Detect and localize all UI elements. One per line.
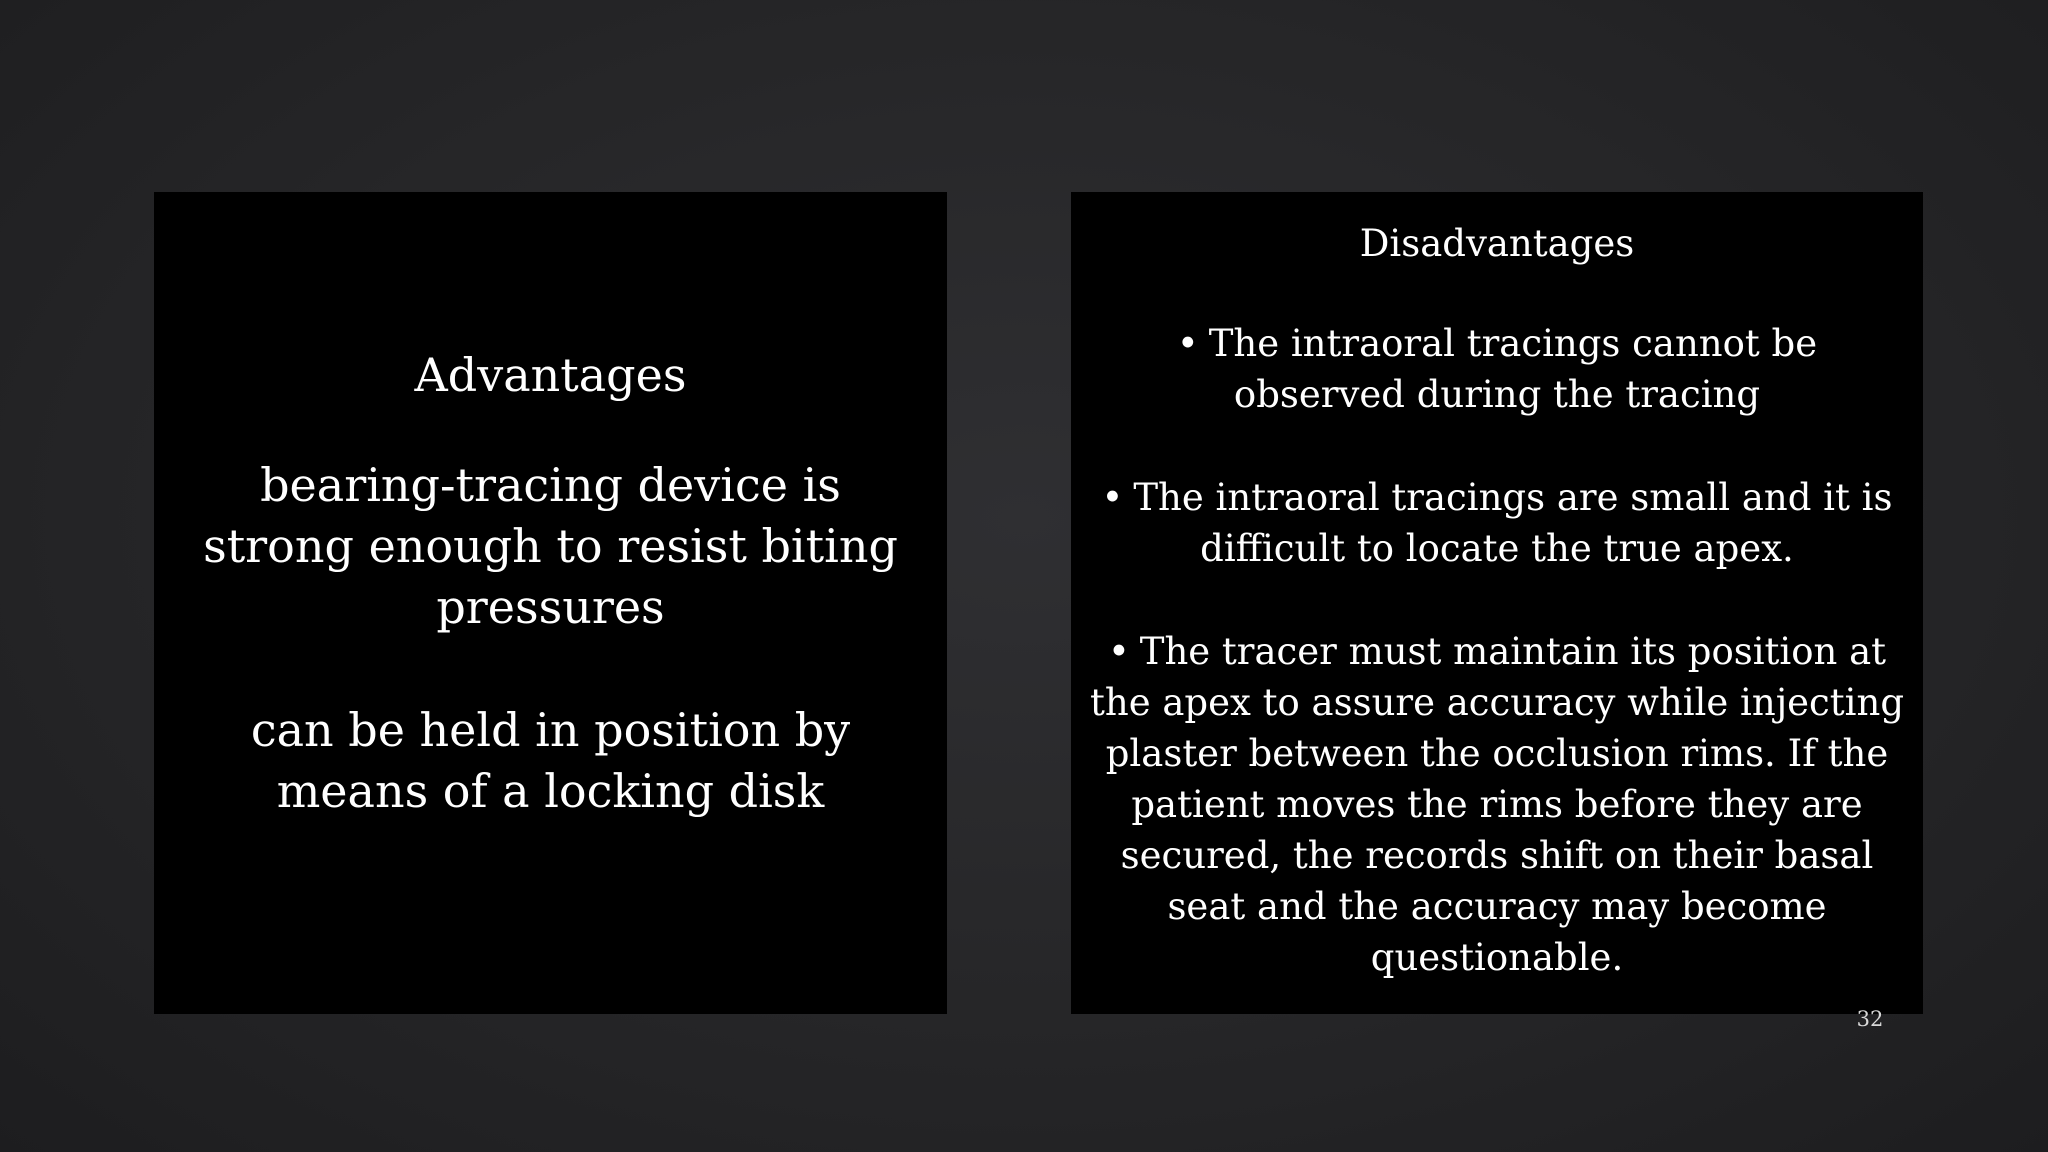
bullet-icon: • bbox=[1176, 322, 1199, 365]
disadvantages-panel bbox=[1071, 192, 1923, 1014]
disadvantage-text: The intraoral tracings cannot be observed during the tracing bbox=[1208, 322, 1818, 416]
disadvantages-title: Disadvantages bbox=[1359, 222, 1635, 265]
disadvantage-item bbox=[1089, 472, 1905, 574]
bullet-icon: • bbox=[1101, 476, 1124, 519]
disadvantage-item bbox=[1089, 626, 1905, 983]
disadvantage-text: The intraoral tracings are small and it is difficult to locate the true apex. bbox=[1133, 476, 1893, 570]
disadvantage-text: The tracer must maintain its position at the apex to assure accuracy while injecting plaster between the occlusion rims. If the patient moves the rims before they are secured, the records shift on their basal seat and the accuracy may become questionable. bbox=[1090, 630, 1904, 979]
slide-page-number: 32 bbox=[1856, 1007, 1884, 1031]
advantage-item: can be held in position by means of a locking disk bbox=[250, 702, 851, 818]
bullet-icon: • bbox=[1107, 630, 1130, 673]
disadvantage-item bbox=[1089, 318, 1905, 420]
advantage-item: bearing-tracing device is strong enough to resist biting pressures bbox=[203, 457, 898, 634]
advantages-title: Advantages bbox=[414, 347, 687, 402]
advantages-panel bbox=[154, 192, 947, 1014]
